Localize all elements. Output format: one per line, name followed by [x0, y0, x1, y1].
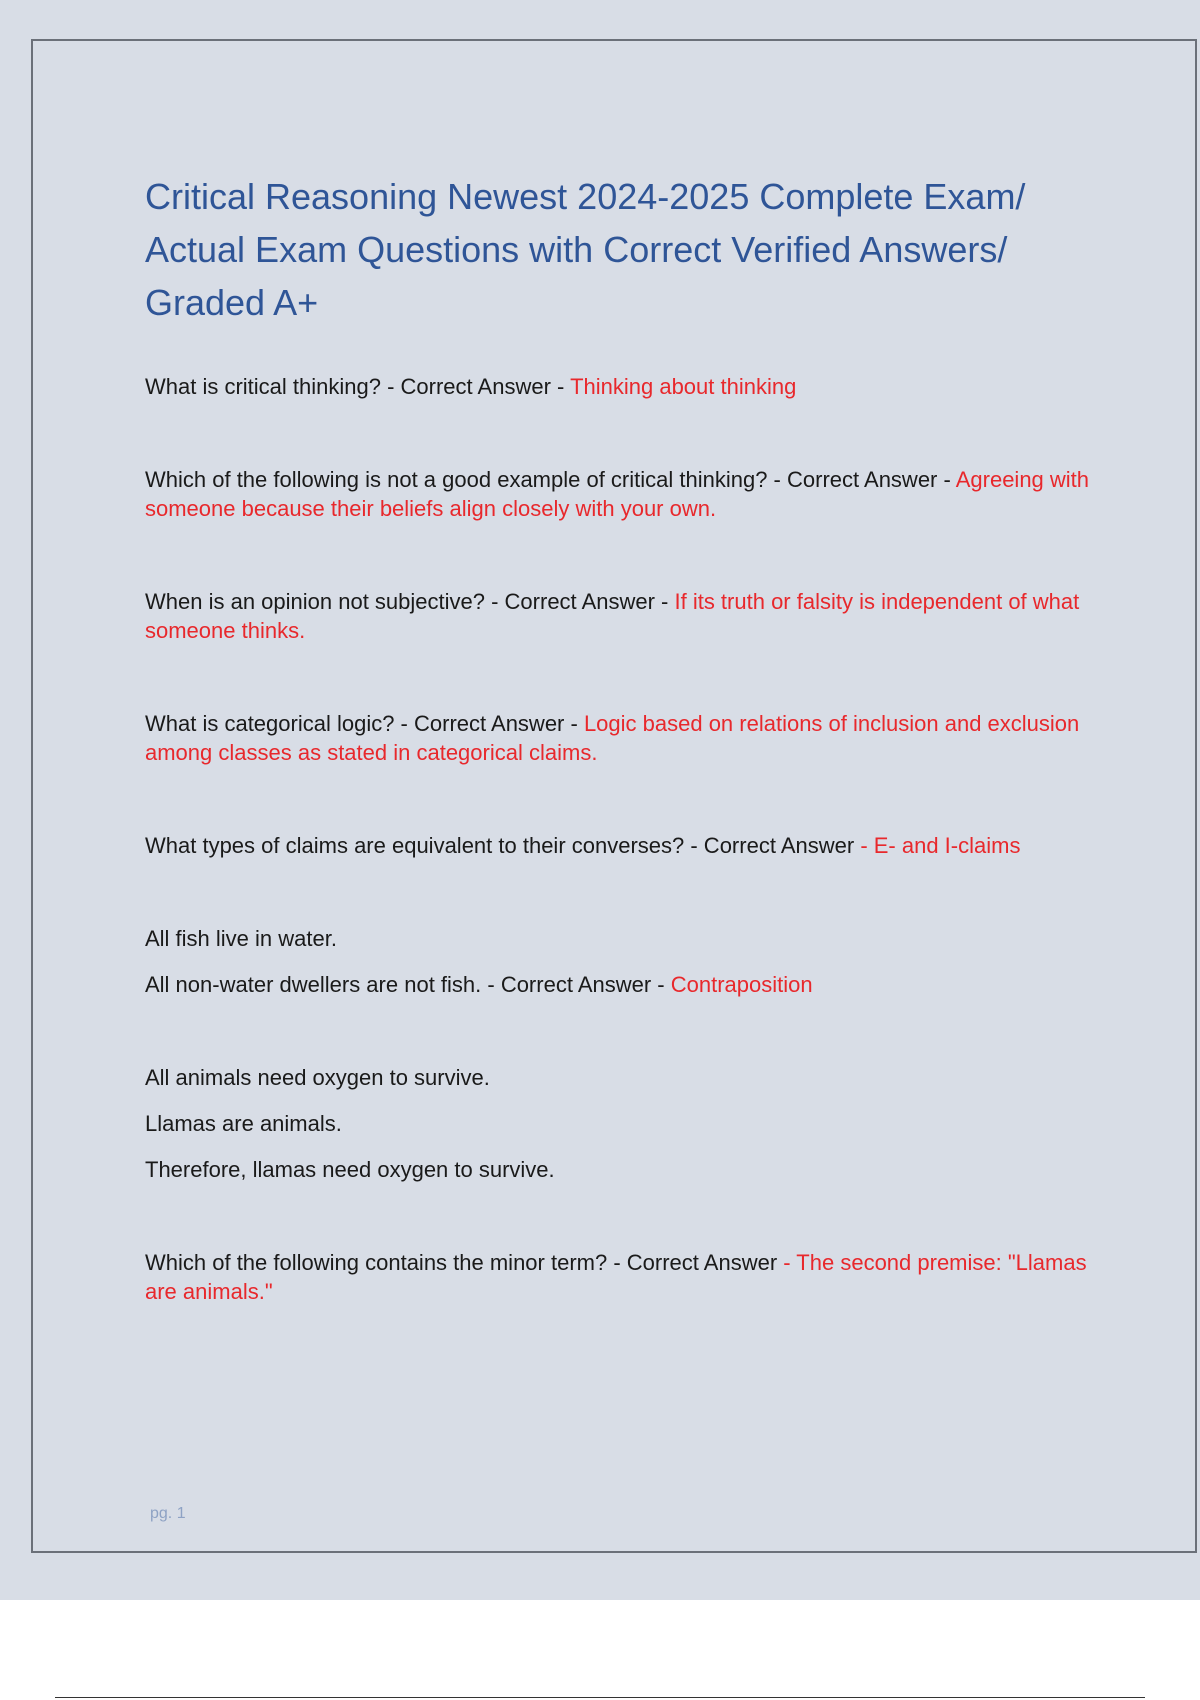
- question-text: All non-water dwellers are not fish. - Correct Answer -: [145, 972, 671, 997]
- syllogism-line: Therefore, llamas need oxygen to survive.: [145, 1157, 555, 1182]
- question-text: What types of claims are equivalent to their converses? - Correct Answer: [145, 833, 861, 858]
- syllogism-block: [145, 1063, 1095, 1184]
- answer-text: If its truth or falsity is independent of what someone thinks.: [145, 589, 1080, 643]
- question-text: When is an opinion not subjective? - Correct Answer -: [145, 589, 675, 614]
- qa-item-5: [145, 831, 1095, 860]
- qa-item-2: [145, 465, 1095, 523]
- divider: [55, 1697, 1145, 1698]
- answer-text: Contraposition: [670, 972, 813, 997]
- premise-line: All fish live in water.: [145, 926, 337, 951]
- answer-text: Logic based on relations of inclusion and exclusion among classes as stated in categorical claims.: [145, 711, 1080, 765]
- answer-text: - E- and I-claims: [860, 833, 1021, 858]
- qa-item-4: [145, 709, 1095, 767]
- answer-text: - The second premise: "Llamas are animals.": [145, 1250, 1087, 1304]
- syllogism-line: All animals need oxygen to survive.: [145, 1065, 490, 1090]
- syllogism-line: Llamas are animals.: [145, 1111, 342, 1136]
- page-number: pg. 1: [150, 1505, 186, 1522]
- answer-text: Agreeing with someone because their beliefs align closely with your own.: [145, 467, 1090, 521]
- answer-text: Thinking about thinking: [570, 374, 797, 399]
- question-text: What is categorical logic? - Correct Answer -: [145, 711, 584, 736]
- conclusion-line: [145, 970, 1095, 999]
- qa-item-contraposition: [145, 924, 1095, 999]
- qa-item-minor-term: [145, 1248, 1095, 1306]
- qa-item-3: [145, 587, 1095, 645]
- qa-content: [145, 372, 1095, 1306]
- question-text: Which of the following contains the minor term? - Correct Answer: [145, 1250, 784, 1275]
- question-text: What is critical thinking? - Correct Answer -: [145, 374, 571, 399]
- document-title: Critical Reasoning Newest 2024-2025 Complete Exam/ Actual Exam Questions with Correct Verified Answers/ Graded A+: [145, 176, 1026, 323]
- question-text: Which of the following is not a good example of critical thinking? - Correct Answer -: [145, 467, 956, 492]
- qa-item-1: [145, 372, 1095, 401]
